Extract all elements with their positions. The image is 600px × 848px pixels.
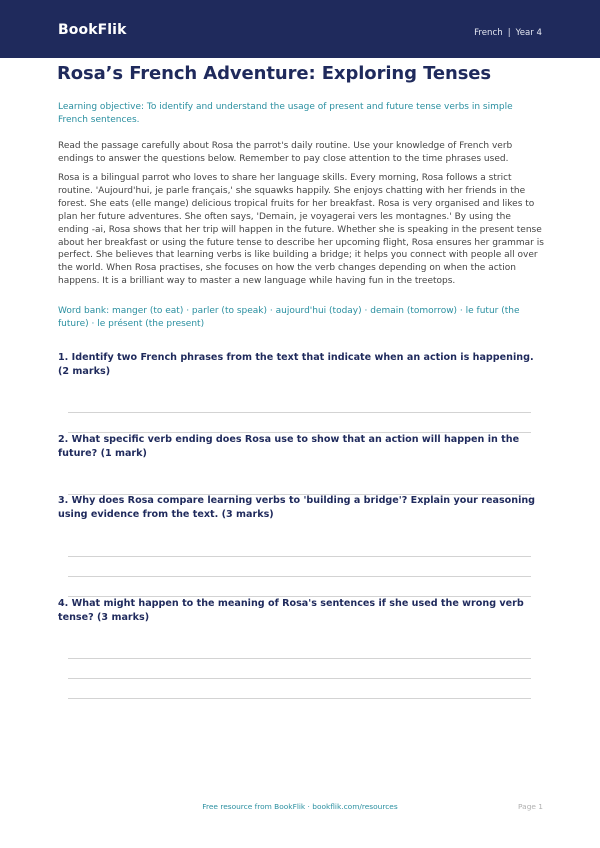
answer-line[interactable] bbox=[68, 494, 531, 495]
question-3: 3. Why does Rosa compare learning verbs to 'building a bridge'? Explain your reasoning using evidence from the text. (3 marks) bbox=[58, 495, 536, 520]
answer-line[interactable] bbox=[68, 576, 531, 577]
subject-year-label bbox=[474, 28, 542, 38]
year-label: Year 4 bbox=[515, 28, 542, 38]
header-bar bbox=[0, 0, 600, 58]
answer-line[interactable] bbox=[68, 412, 531, 413]
word-bank: Word bank: manger (to eat) · parler (to speak) · aujourd'hui (today) · demain (tomorrow) · le futur (the future) · le présent (the present) bbox=[58, 306, 520, 329]
brand-logo: BookFlik bbox=[58, 22, 127, 38]
question-4: 4. What might happen to the meaning of Rosa's sentences if she used the wrong verb tense? (3 marks) bbox=[58, 598, 524, 623]
learning-objective: Learning objective: To identify and understand the usage of present and future tense verbs in simple French sentences. bbox=[58, 102, 513, 125]
footer-credit: Free resource from BookFlik · bookflik.com/resources bbox=[202, 802, 398, 811]
question-1: 1. Identify two French phrases from the text that indicate when an action is happening. (2 marks) bbox=[58, 352, 534, 377]
worksheet-title: Rosa’s French Adventure: Exploring Tenses bbox=[57, 63, 492, 84]
answer-line[interactable] bbox=[68, 698, 531, 699]
question-2: 2. What specific verb ending does Rosa use to show that an action will happen in the future? (1 mark) bbox=[58, 434, 520, 459]
answer-line[interactable] bbox=[68, 658, 531, 659]
answer-line[interactable] bbox=[68, 556, 531, 557]
subject-separator: | bbox=[507, 28, 511, 38]
answer-line[interactable] bbox=[68, 678, 531, 679]
subject-label: French bbox=[474, 28, 503, 38]
instructions-text: Read the passage carefully about Rosa the parrot's daily routine. Use your knowledge of French verb endings to answer the questions below. Remember to pay close attention to the time phrases used. bbox=[58, 141, 513, 164]
page-number: Page 1 bbox=[518, 802, 543, 811]
reading-passage: Rosa is a bilingual parrot who loves to share her language skills. Every morning, Rosa follows a strict routine. 'Aujourd'hui, je parle français,' she squawks happily. She enjoys chatting with her friends in the forest. She eats (elle mange) delicious tropical fruits for her breakfast. Rosa is very organised and likes to plan her future adventures. She often says, 'Demain, je voyagerai vers les montagnes.' By using the ending -ai, Rosa shows that her trip will happen in the future. Whether she is speaking in the present tense about her breakfast or using the future tense to describe her upcoming flight, Rosa ensures her grammar is perfect. She believes that learning verbs is like building a bridge; it helps you connect with people all over the world. When Rosa practises, she focuses on how the verb changes depending on when the action happens. It is a brilliant way to master a new language while having fun in the treetops. bbox=[58, 173, 544, 287]
